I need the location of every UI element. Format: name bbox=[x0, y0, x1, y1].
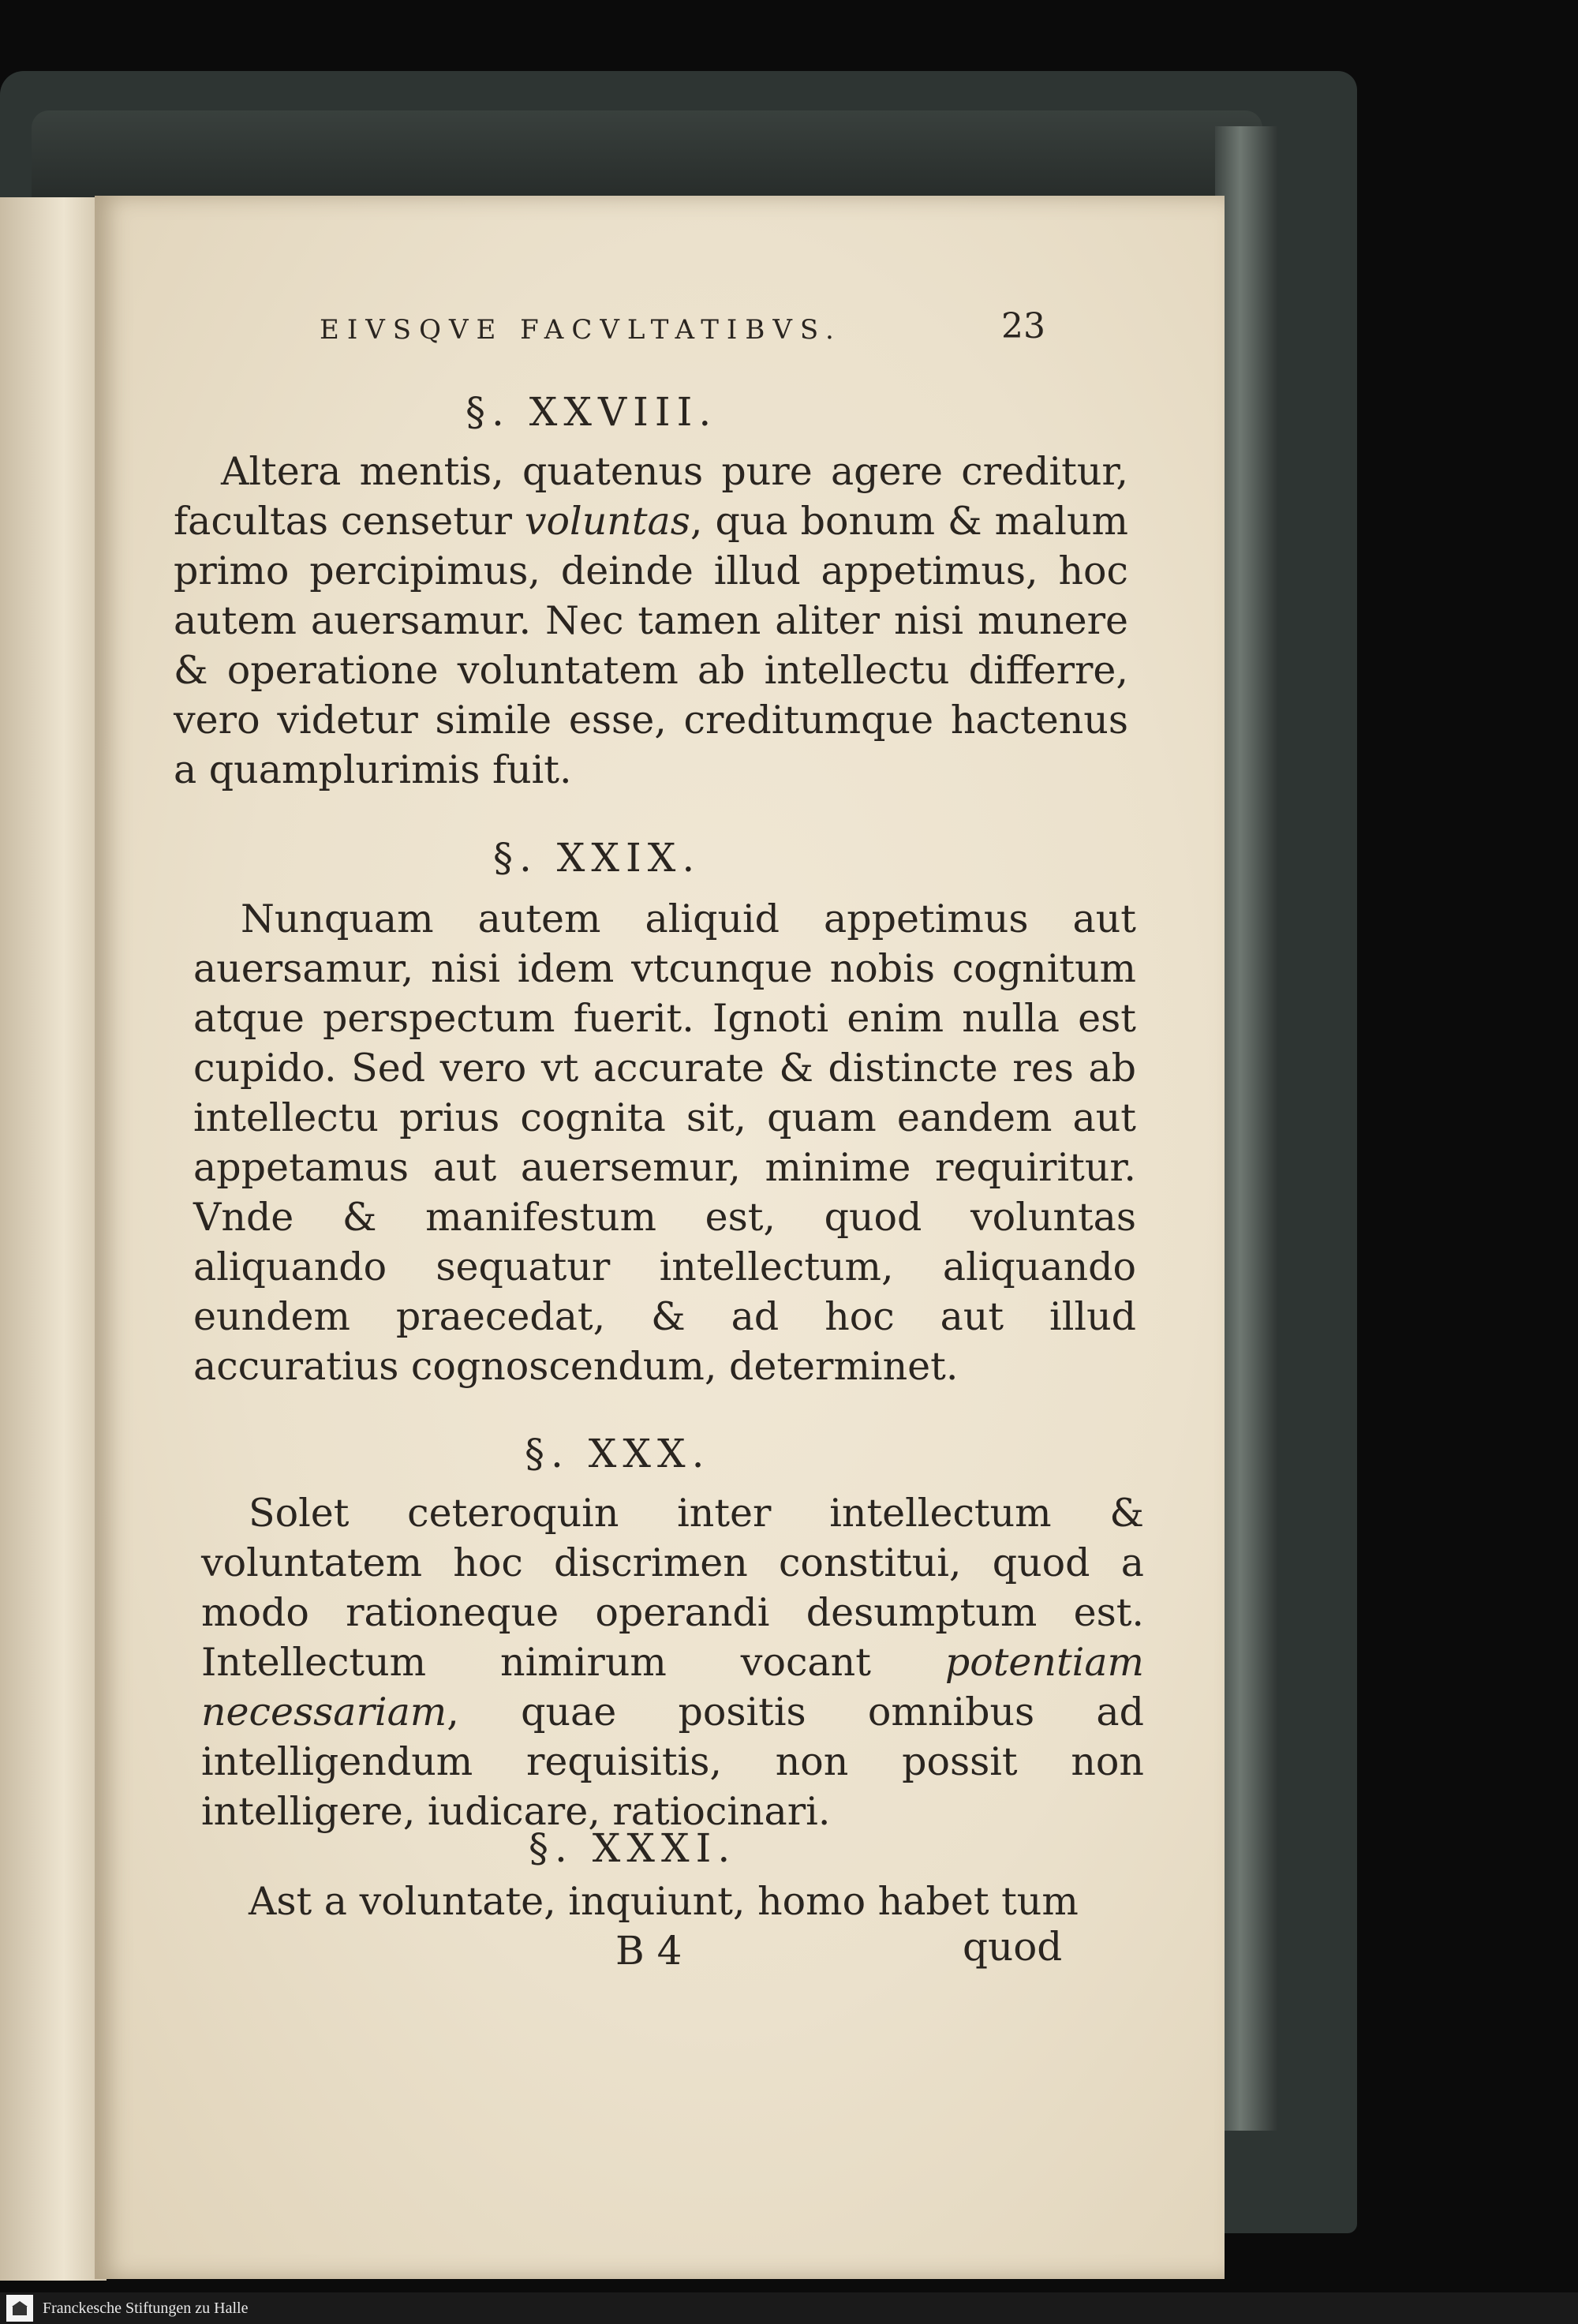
institution-logo-icon bbox=[6, 2295, 33, 2322]
section-heading-30: §. XXX. bbox=[525, 1431, 711, 1476]
page-edges-right bbox=[1215, 126, 1278, 2131]
emphasis-potentiam-necessariam: potentiam necessariam bbox=[201, 1640, 1144, 1735]
section-heading-28: §. XXVIII. bbox=[466, 389, 718, 435]
section-text-29: Nunquam autem aliquid appetimus aut auersamur, nisi idem vtcunque nobis cognitum atque perspectum fuerit. Ignoti enim nulla est cupido. Sed vero vt accurate & distincte res ab intellectu prius cognita sit, quam eandem aut appetamus aut auersemur, minime requiritur. Vnde & manifestum est, quod voluntas aliquando sequatur intellectum, aliquando eundem praecedat, & ad hoc aut illud accuratius cognoscendum, determinet. bbox=[193, 896, 1136, 1389]
credit-bar bbox=[0, 2292, 1578, 2324]
book-page bbox=[95, 196, 1225, 2279]
institution-credit: Franckesche Stiftungen zu Halle bbox=[43, 2299, 249, 2317]
page-number: 23 bbox=[1001, 306, 1045, 346]
section-heading-29: §. XXIX. bbox=[493, 835, 701, 881]
emphasis-voluntas: voluntas bbox=[524, 499, 690, 544]
left-page-margin bbox=[0, 197, 107, 2281]
section-text-31: Ast a voluntate, inquiunt, homo habet tum bbox=[249, 1879, 1079, 1924]
signature-mark: B 4 bbox=[615, 1928, 682, 1974]
section-heading-31: §. XXXI. bbox=[529, 1825, 737, 1871]
catchword: quod bbox=[963, 1924, 1063, 1970]
page-edges-top bbox=[32, 110, 1262, 205]
section-text-28: Altera mentis, quatenus pure agere creditur, facultas censetur voluntas, qua bonum & malum primo percipimus, deinde illud appetimus, hoc autem auersamur. Nec tamen aliter nisi munere & operatione voluntatem ab intellectu differre, vero videtur simile esse, creditumque hactenus a quamplurimis fuit. bbox=[174, 449, 1129, 792]
section-text-30: Solet ceteroquin inter intellectum & voluntatem hoc discrimen constitui, quod a modo rationeque operandi desumptum est. Intellectum nimirum vocant potentiam necessariam, quae positis omnibus ad intelligendum requisitis, non possit non intelligere, iudicare, ratiocinari. bbox=[201, 1491, 1144, 1834]
running-head: EIVSQVE FACVLTATIBVS. 23 bbox=[320, 306, 1045, 346]
